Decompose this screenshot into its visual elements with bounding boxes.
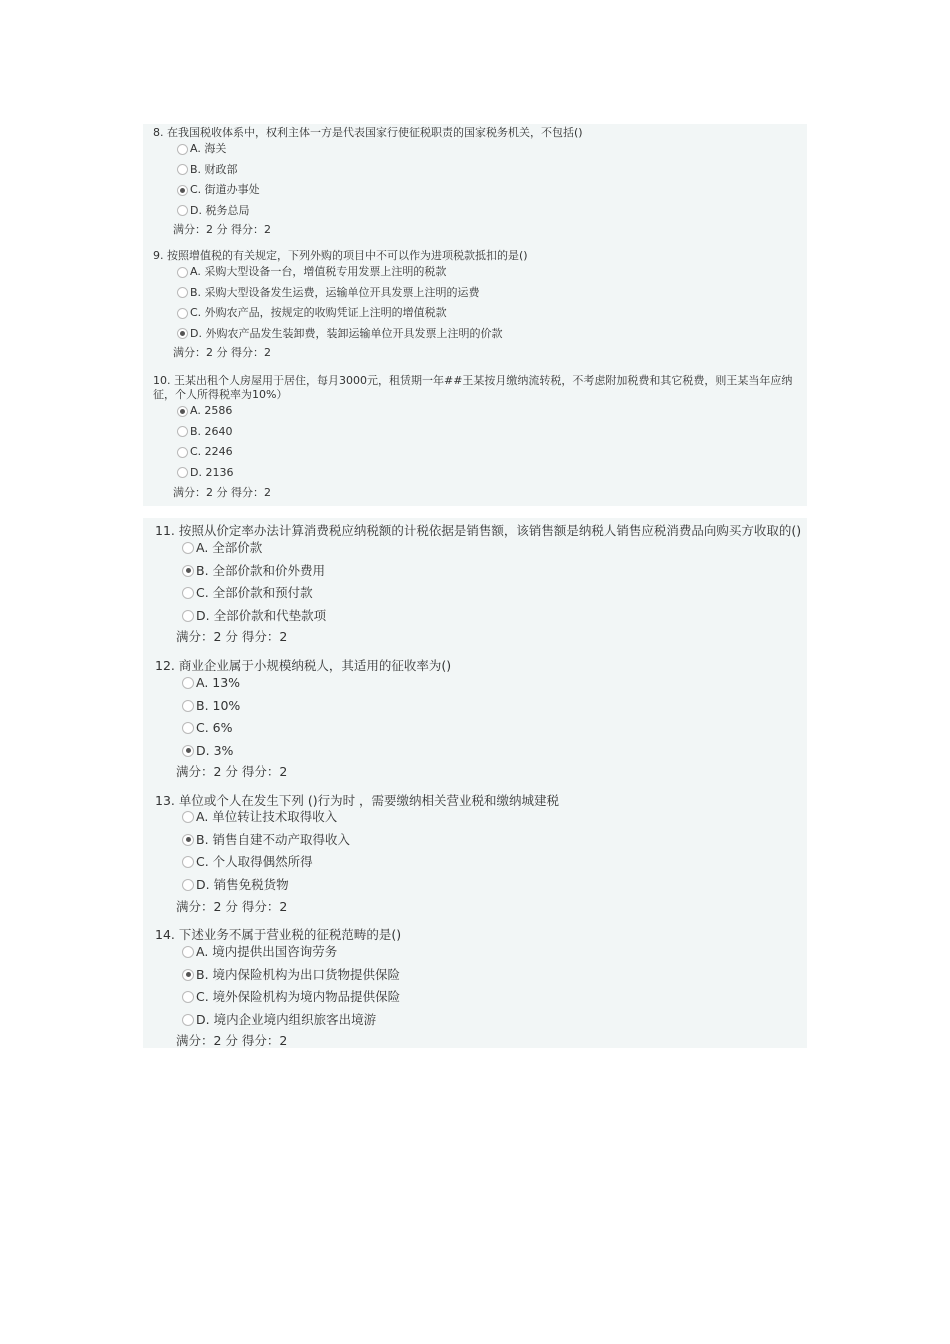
answer-option[interactable] [182,967,400,983]
radio-button[interactable] [177,308,188,319]
radio-button[interactable] [177,144,188,155]
answer-option[interactable] [177,162,238,178]
option-label: B. 全部价款和价外费用 [196,562,326,578]
option-label: D. 销售免税货物 [196,876,289,892]
score-line: 满分：2 分 得分：2 [176,899,288,914]
answer-option[interactable] [182,563,325,579]
radio-button[interactable] [182,745,194,757]
radio-button[interactable] [182,1014,194,1026]
question-title: 10. 王某出租个人房屋用于居住，每月3000元，租赁期一年##王某按月缴纳流转税，不考虑附加税费和其它税费，则王某当年应纳 [153,374,793,387]
option-label: C. 2246 [190,445,233,458]
answer-option[interactable] [182,944,337,960]
option-label: B. 2640 [190,424,233,438]
quiz-panel-2 [143,518,807,1048]
option-label: D. 2136 [190,465,234,479]
option-label: B. 采购大型设备发生运费，运输单位开具发票上注明的运费 [190,285,480,299]
question-title: 8. 在我国税收体系中，权利主体一方是代表国家行使征税职责的国家税务机关，不包括() [153,126,583,139]
answer-option[interactable] [182,743,233,759]
radio-button[interactable] [177,328,188,339]
option-label: B. 境内保险机构为出口货物提供保险 [196,966,401,982]
radio-button[interactable] [177,267,188,278]
option-label: A. 采购大型设备一台，增值税专用发票上注明的税款 [190,265,447,278]
option-label: B. 财政部 [190,162,238,176]
radio-button[interactable] [182,700,194,712]
score-line: 满分：2 分 得分：2 [173,223,271,236]
answer-option[interactable] [177,182,260,198]
answer-option[interactable] [182,585,313,601]
quiz-panel-1 [143,124,807,506]
option-label: A. 13% [196,675,241,690]
answer-option[interactable] [182,698,240,714]
question-title-line2: 征，个人所得税率为10%） [153,388,288,401]
option-label: C. 外购农产品，按规定的收购凭证上注明的增值税款 [190,306,447,319]
score-line: 满分：2 分 得分：2 [173,486,271,499]
question-title: 14. 下述业务不属于营业税的征税范畴的是() [155,927,402,942]
option-label: D. 外购农产品发生装卸费，装卸运输单位开具发票上注明的价款 [190,326,503,340]
radio-button[interactable] [182,946,194,958]
radio-button[interactable] [177,164,188,175]
answer-option[interactable] [177,326,502,342]
option-label: C. 全部价款和预付款 [196,585,313,600]
option-label: B. 10% [196,697,241,713]
radio-button[interactable] [177,185,188,196]
option-label: C. 6% [196,720,233,735]
question-title: 9. 按照增值税的有关规定，下列外购的项目中不可以作为进项税款抵扣的是() [153,249,528,262]
answer-option[interactable] [177,403,232,419]
radio-button[interactable] [177,406,188,417]
radio-button[interactable] [182,969,194,981]
question-title: 12. 商业企业属于小规模纳税人，其适用的征收率为() [155,658,452,673]
radio-button[interactable] [182,991,194,1003]
radio-button[interactable] [177,287,188,298]
option-label: A. 海关 [190,142,227,155]
radio-button[interactable] [182,587,194,599]
radio-button[interactable] [182,610,194,622]
option-label: D. 境内企业境内组织旅客出境游 [196,1011,377,1027]
answer-option[interactable] [177,264,446,280]
radio-button[interactable] [177,205,188,216]
radio-button[interactable] [182,542,194,554]
answer-option[interactable] [182,832,350,848]
answer-option[interactable] [182,854,313,870]
radio-button[interactable] [182,565,194,577]
score-line: 满分：2 分 得分：2 [176,1033,288,1048]
answer-option[interactable] [182,608,326,624]
option-label: A. 境内提供出国咨询劳务 [196,944,338,959]
answer-option[interactable] [182,1012,376,1028]
answer-option[interactable] [177,203,249,219]
answer-option[interactable] [177,424,233,440]
answer-option[interactable] [177,305,447,321]
radio-button[interactable] [182,834,194,846]
answer-option[interactable] [182,675,240,691]
answer-option[interactable] [177,444,233,460]
option-label: A. 单位转让技术取得收入 [196,809,338,824]
answer-option[interactable] [177,285,480,301]
score-line: 满分：2 分 得分：2 [173,346,271,359]
radio-button[interactable] [182,879,194,891]
answer-option[interactable] [182,720,233,736]
radio-button[interactable] [182,677,194,689]
option-label: A. 全部价款 [196,540,263,555]
question-title: 13. 单位或个人在发生下列 ()行为时 ，需要缴纳相关营业税和缴纳城建税 [155,793,560,808]
answer-option[interactable] [177,141,226,157]
option-label: D. 全部价款和代垫款项 [196,607,327,623]
radio-button[interactable] [182,856,194,868]
radio-button[interactable] [182,811,194,823]
option-label: A. 2586 [190,404,233,417]
score-line: 满分：2 分 得分：2 [176,764,288,779]
answer-option[interactable] [177,465,233,481]
option-label: D. 税务总局 [190,203,250,217]
question-title: 11. 按照从价定率办法计算消费税应纳税额的计税依据是销售额，该销售额是纳税人销售应税消费品向购买方收取的() [155,523,802,538]
option-label: D. 3% [196,742,234,758]
radio-button[interactable] [177,426,188,437]
answer-option[interactable] [182,989,400,1005]
radio-button[interactable] [177,467,188,478]
answer-option[interactable] [182,877,289,893]
score-line: 满分：2 分 得分：2 [176,629,288,644]
option-label: C. 个人取得偶然所得 [196,854,313,869]
answer-option[interactable] [182,540,262,556]
radio-button[interactable] [177,447,188,458]
option-label: C. 街道办事处 [190,183,260,196]
option-label: C. 境外保险机构为境内物品提供保险 [196,989,401,1004]
radio-button[interactable] [182,722,194,734]
answer-option[interactable] [182,809,337,825]
option-label: B. 销售自建不动产取得收入 [196,831,351,847]
